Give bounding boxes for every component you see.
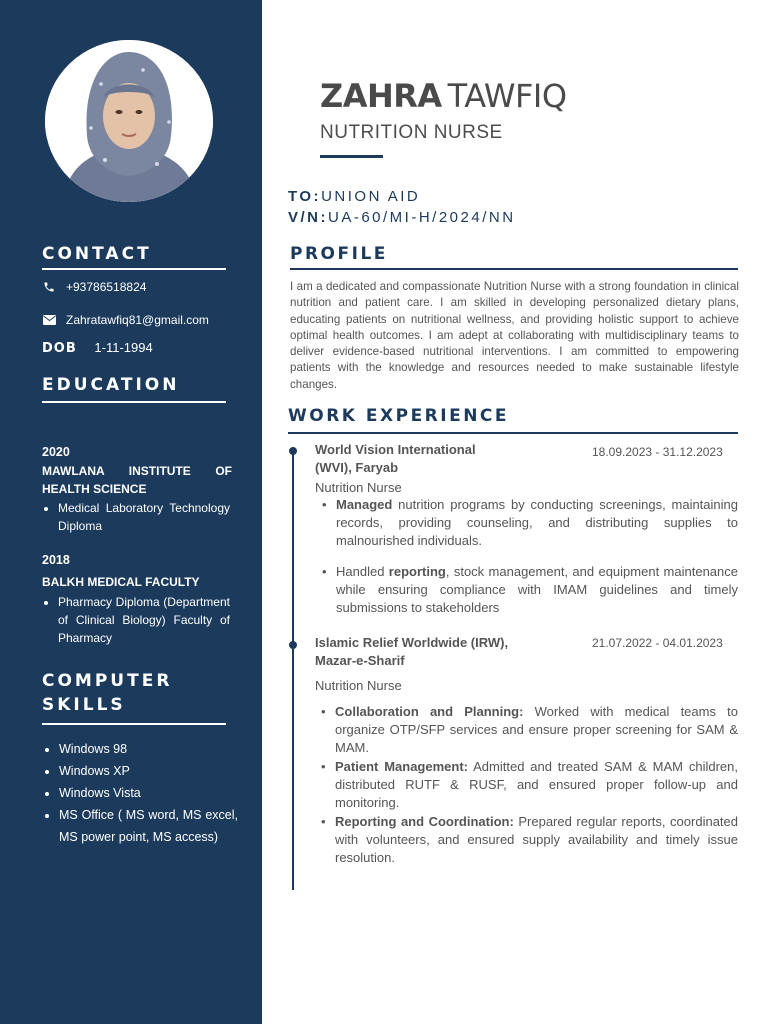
profile-divider <box>290 268 738 270</box>
job-organization-line2: (WVI), Faryab <box>315 460 399 475</box>
job-organization-line2: Mazar-e-Sharif <box>315 653 405 668</box>
education-school: BALKH MEDICAL FACULTY <box>42 575 200 589</box>
vn-label: V/N: <box>288 209 328 226</box>
envelope-icon <box>42 314 56 326</box>
profile-text: I am a dedicated and compassionate Nutrition Nurse with a strong foundation in clinical nutrition and patient care. I am skilled in developing personalized dietary plans, educating patients on nutritional wellness, and providing holistic support to achieve optimal health outcomes. I am adept at collaborating with multidisciplinary teams to deliver evidence-based nutritional interventions. I am committed to empowering patients with the knowledge and resources needed to make sustainable lifestyle changes. <box>290 280 739 391</box>
duty-text: , stock management, and equipment maintenance while ensuring compliance with IMAM guidelines and timely submissions to stakeholders <box>336 564 738 615</box>
job-duties <box>335 703 738 867</box>
skill-item: • Windows Vista <box>59 782 238 804</box>
education-detail: • Pharmacy Diploma (Department of Clinical Biology) Faculty of Pharmacy <box>58 593 230 647</box>
skill-item: • Windows 98 <box>59 738 238 760</box>
skill-item: • Windows XP <box>59 760 238 782</box>
job-organization-line1: World Vision International <box>315 442 476 457</box>
skills-heading-line1: COMPUTER <box>42 671 173 691</box>
duty-text: nutrition programs by conducting screenings, maintaining records, providing counseling, and distributing supplies to malnourished individuals. <box>336 497 738 548</box>
dob-value: 1-11-1994 <box>94 340 153 355</box>
job-organization-line1: Islamic Relief Worldwide (IRW), <box>315 635 509 650</box>
duty-keyword: Reporting and Coordination: <box>335 814 514 829</box>
last-name: TAWFIQ <box>447 77 567 115</box>
duty-item <box>336 563 738 617</box>
duty-text: Admitted and treated SAM & MAM children, distributed RUTF & RUSF, and ensured proper follow-up and monitoring. <box>335 759 738 810</box>
education-heading: EDUCATION <box>42 375 180 395</box>
first-name: ZAHRA <box>320 77 442 115</box>
education-detail-list <box>42 593 230 647</box>
job-dates: 18.09.2023 - 31.12.2023 <box>592 445 723 459</box>
skills-list <box>42 738 238 848</box>
profile-photo-image <box>45 40 213 202</box>
email-address[interactable]: Zahratawfiq81@gmail.com <box>66 313 209 327</box>
email-row <box>42 313 209 327</box>
to-label: TO: <box>288 188 322 205</box>
duty-item <box>335 758 738 812</box>
phone-row <box>42 280 146 294</box>
profile-heading: PROFILE <box>290 244 388 264</box>
job-role: Nutrition Nurse <box>315 678 402 693</box>
skill-item: • MS Office ( MS word, MS excel, MS power point, MS access) <box>59 804 238 848</box>
duty-keyword: Collaboration and Planning: <box>335 704 524 719</box>
job-dates: 21.07.2022 - 04.01.2023 <box>592 636 723 650</box>
duty-keyword: reporting <box>388 564 446 579</box>
duty-text: Worked with medical teams to organize OTP/SFP services and ensure proper screening for SAM & MAM. <box>335 704 738 755</box>
vn-value: UA-60/MI-H/2024/NN <box>328 209 516 226</box>
phone-icon <box>42 281 56 293</box>
job-title: NUTRITION NURSE <box>320 122 503 143</box>
duty-item <box>335 813 738 867</box>
timeline-dot <box>289 447 297 455</box>
education-detail: • Medical Laboratory Technology Diploma <box>58 499 230 535</box>
skills-heading-line2: SKILLS <box>42 695 126 715</box>
education-year: 2018 <box>42 553 70 567</box>
education-school: MAWLANA INSTITUTE OF HEALTH SCIENCE <box>42 464 232 496</box>
job-role: Nutrition Nurse <box>315 480 402 495</box>
vn-line <box>288 209 516 226</box>
job-duties <box>336 496 738 617</box>
education-divider <box>42 401 226 403</box>
timeline-line <box>292 450 294 890</box>
sidebar <box>0 0 262 1024</box>
phone-number[interactable]: +93786518824 <box>66 280 147 294</box>
experience-divider <box>288 432 738 434</box>
candidate-name <box>320 74 567 118</box>
experience-heading: WORK EXPERIENCE <box>288 406 510 426</box>
education-year: 2020 <box>42 445 70 459</box>
duty-keyword: Patient Management: <box>335 759 468 774</box>
contact-heading: CONTACT <box>42 244 152 264</box>
dob-label: DOB <box>42 341 77 356</box>
profile-photo <box>45 40 213 202</box>
skills-divider <box>42 723 226 725</box>
duty-item <box>336 496 738 550</box>
dob-row <box>42 340 153 356</box>
to-value: UNION AID <box>321 188 421 205</box>
duty-text: Prepared regular reports, coordinated with volunteers, and ensured supply availability and timely issue resolution. <box>335 814 738 865</box>
education-detail-list <box>42 499 230 535</box>
duty-keyword: Managed <box>336 497 393 512</box>
to-line <box>288 188 420 205</box>
title-accent-bar <box>320 155 383 158</box>
timeline-dot <box>289 641 297 649</box>
duty-prefix: Handled <box>336 564 389 579</box>
contact-divider <box>42 268 226 270</box>
duty-item <box>335 703 738 757</box>
